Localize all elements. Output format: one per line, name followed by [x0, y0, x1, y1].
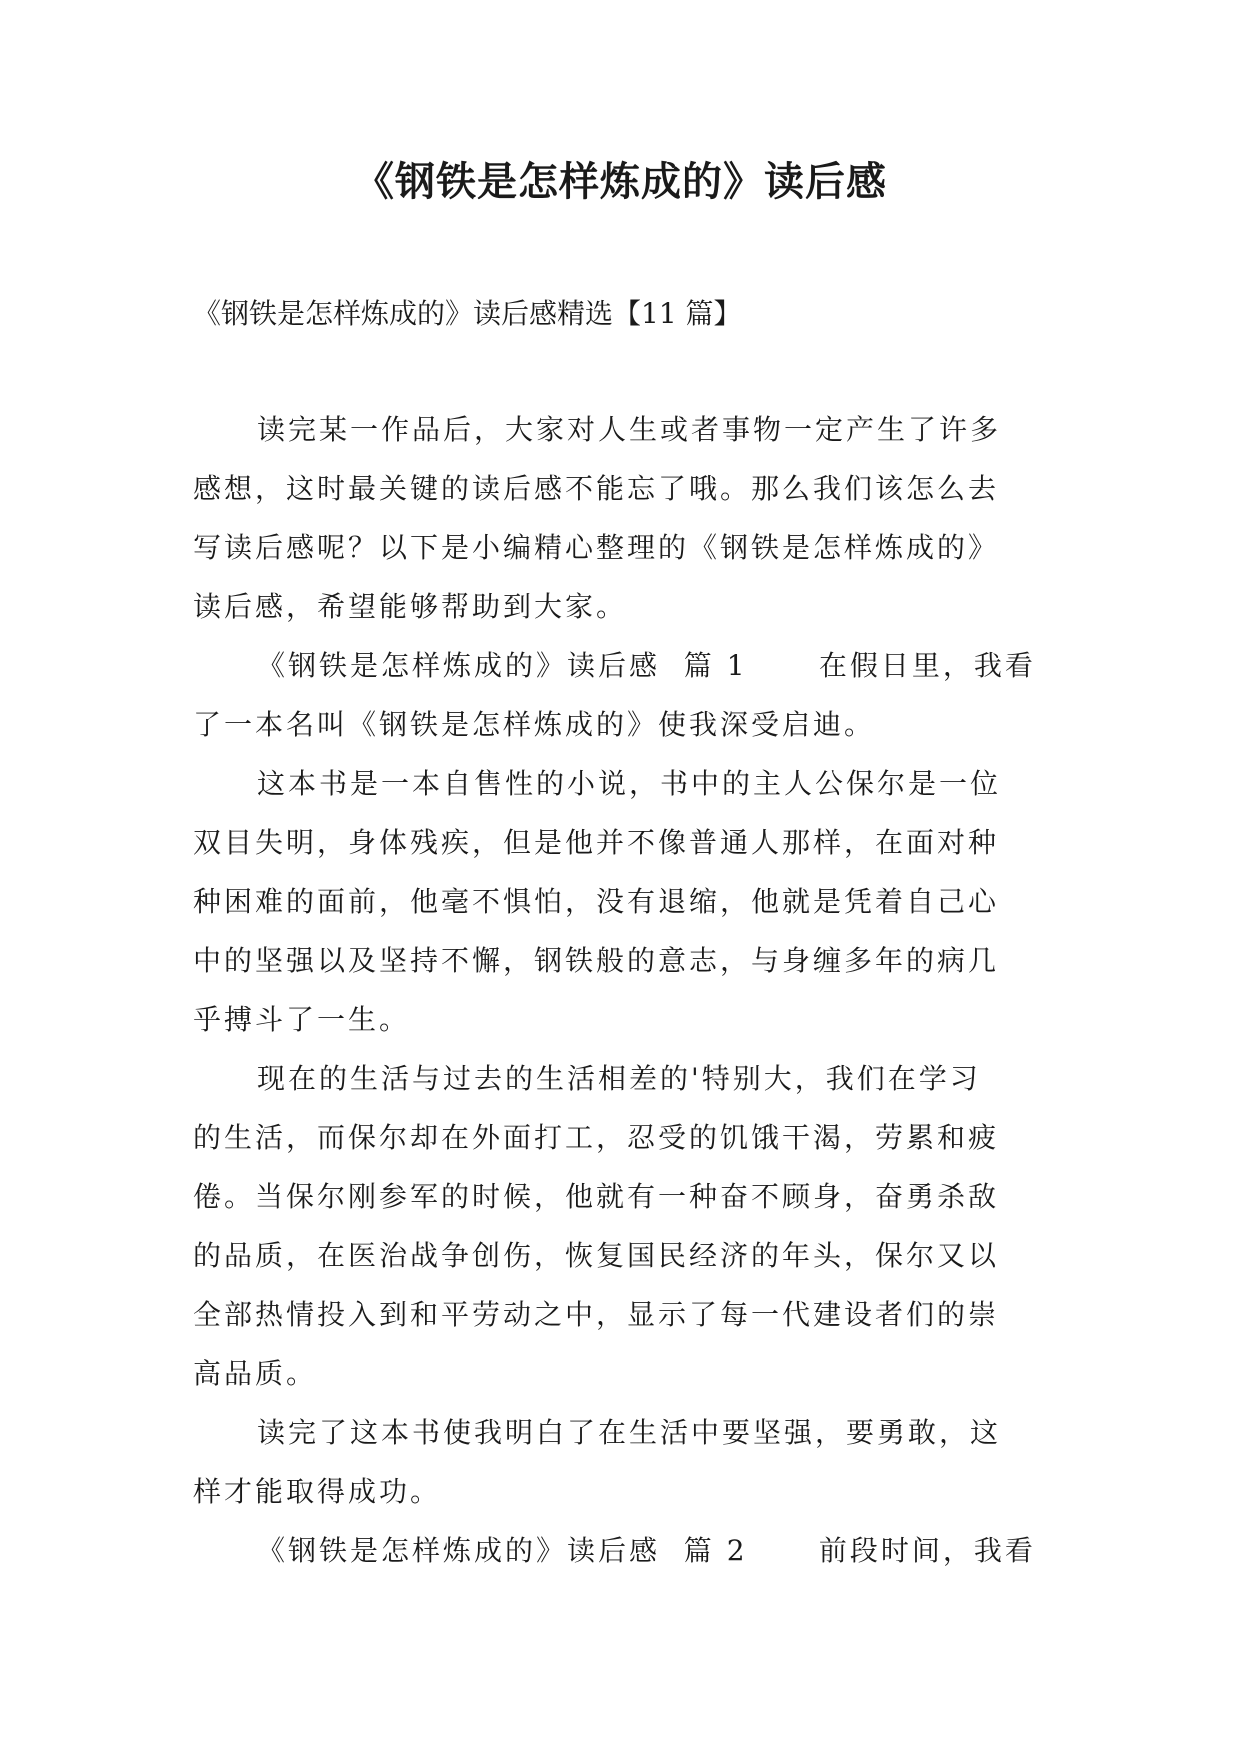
document-body — [193, 400, 1063, 1580]
body-line: 乎搏斗了一生。 — [193, 1003, 411, 1036]
body-line: 读完某一作品后，大家对人生或者事物一定产生了许多 — [257, 413, 1002, 446]
body-line: 双目失明，身体残疾，但是他并不像普通人那样，在面对种 — [193, 826, 1000, 859]
page-title: 《钢铁是怎样炼成的》读后感 — [354, 158, 887, 205]
body-line: 这本书是一本自售性的小说，书中的主人公保尔是一位 — [257, 767, 1002, 800]
body-line: 《钢铁是怎样炼成的》读后感 篇 2 前段时间，我看 — [257, 1534, 1036, 1567]
body-line: 写读后感呢？以下是小编精心整理的《钢铁是怎样炼成的》 — [193, 531, 1000, 564]
body-line: 样才能取得成功。 — [193, 1475, 442, 1508]
body-line: 的品质，在医治战争创伤，恢复国民经济的年头，保尔又以 — [193, 1239, 1000, 1272]
body-line: 中的坚强以及坚持不懈，钢铁般的意志，与身缠多年的病几 — [193, 944, 1000, 977]
body-line: 全部热情投入到和平劳动之中，显示了每一代建设者们的崇 — [193, 1298, 1000, 1331]
body-line: 读后感，希望能够帮助到大家。 — [193, 590, 628, 623]
body-line: 了一本名叫《钢铁是怎样炼成的》使我深受启迪。 — [193, 708, 876, 741]
body-line: 《钢铁是怎样炼成的》读后感 篇 1 在假日里，我看 — [257, 649, 1036, 682]
body-line: 感想，这时最关键的读后感不能忘了哦。那么我们该怎么去 — [193, 472, 1000, 505]
body-line: 倦。当保尔刚参军的时候，他就有一种奋不顾身，奋勇杀敌 — [193, 1180, 1000, 1213]
body-line: 种困难的面前，他毫不惧怕，没有退缩，他就是凭着自己心 — [193, 885, 1000, 918]
document-subtitle: 《钢铁是怎样炼成的》读后感精选【11 篇】 — [193, 297, 742, 330]
body-line: 现在的生活与过去的生活相差的'特别大，我们在学习 — [257, 1062, 981, 1095]
body-line: 读完了这本书使我明白了在生活中要坚强，要勇敢，这 — [257, 1416, 1002, 1449]
body-line: 高品质。 — [193, 1357, 318, 1390]
body-line: 的生活，而保尔却在外面打工，忍受的饥饿干渴，劳累和疲 — [193, 1121, 1000, 1154]
